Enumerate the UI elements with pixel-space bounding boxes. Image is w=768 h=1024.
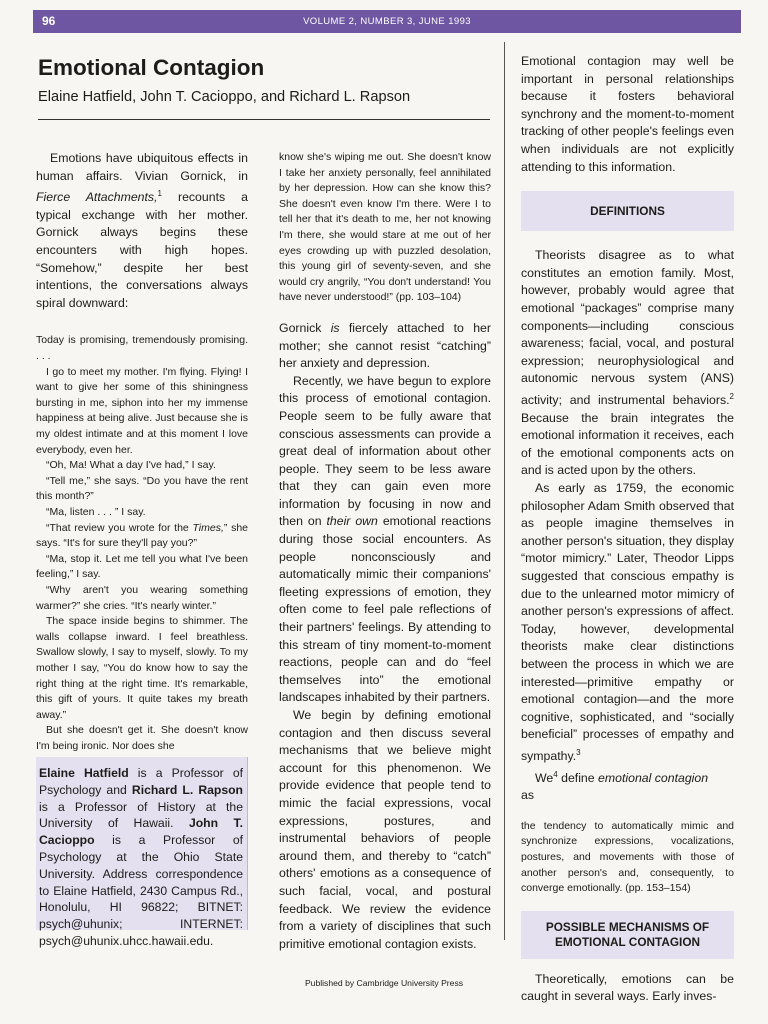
author-note-text: is a Professor of Psychology at the Ohio State University. Address correspondence to Elaine Hatfield, 2430 Campus Rd., Honolulu, HI 96822; BITNET: psych@uhunix; INTERNET: psych@uhunix.uhcc.hawaii.edu.: [39, 833, 243, 948]
body-italic: their own: [326, 514, 378, 529]
body-text: We: [535, 770, 554, 785]
footnote-marker: 4: [553, 769, 558, 779]
quote-paragraph: “Ma, listen . . . ” I say.: [46, 505, 146, 518]
footnote-marker: 3: [576, 747, 581, 757]
quote-paragraph: I go to meet my mother. I'm flying. Flying! I want to give her some of this shiningness bursting in me, siphon into her my immense happiness at being alive. Just because she is my oldest intimate and at this moment I love everybody, even her.: [36, 365, 248, 456]
block-quote-continued: [279, 150, 491, 306]
column-3: [521, 53, 734, 1006]
quote-paragraph: [36, 521, 248, 552]
publisher-footer: Published by Cambridge University Press: [304, 978, 464, 988]
author-note-text: is a Professor of History at the University of Hawaii.: [39, 799, 243, 831]
running-header: [33, 10, 741, 33]
intro-book-title: Fierce Attachments,: [36, 190, 158, 205]
body-paragraph: [279, 373, 491, 707]
body-text: as: [521, 788, 534, 803]
column-rule: [504, 42, 505, 940]
page-number: 96: [42, 14, 56, 28]
body-text: define: [557, 770, 599, 785]
author-name: John T. Cacioppo: [39, 816, 243, 848]
quote-paragraph: “Oh, Ma! What a day I've had,” I say.: [46, 459, 216, 472]
block-quote: [36, 333, 248, 754]
author-note-text: is a Professor of Psychology and: [39, 766, 243, 797]
body-paragraph: [279, 320, 491, 373]
intro-paragraph: [36, 150, 248, 312]
section-heading-line: POSSIBLE MECHANISMS OF: [545, 919, 710, 934]
body-text: fiercely attached to her mother; she cannot resist “catching” her anxiety and depression.: [279, 320, 491, 371]
article-title: Emotional Contagion: [38, 55, 265, 80]
body-paragraph: [521, 480, 734, 766]
quote-paragraph: “Why aren't you wearing something warmer?” she cries. “It's nearly winter.”: [36, 583, 248, 612]
section-heading-mechanisms: [521, 911, 734, 959]
section-heading-line: EMOTIONAL CONTAGION: [554, 934, 701, 949]
quote-paragraph: know she's wiping me out. She doesn't know I take her anxiety personally, feel annihilated by her depression. How can she know this? She doesn't even know I'm there. Were I to tell her that it's death to me, her not knowing I'm there, she would stare at me out of her eyes crowding up with puzzled desolation, this young girl of seventy-seven, and she would cry angrily, “You don't understand! You have never understood!” (pp. 103–104): [279, 151, 491, 304]
body-paragraph: We begin by defining emotional contagion and then discuss several mechanisms that we believe might account for this phenomenon. We provide evidence that people tend to mimic the facial expressions, vocal expressions, postures, and instrumental behaviors of people around them, and thereby to “catch” others' emotions as a consequence of such facial, vocal, and postural feedback. We review the evidence from a variety of disciplines that such primitive emotional contagion exists.: [279, 708, 491, 951]
footnote-marker: 1: [157, 189, 162, 199]
quote-paragraph: But she doesn't get it. She doesn't know I'm being ironic. Nor does she: [36, 724, 248, 752]
intro-text-a: Emotions have ubiquitous effects in human affairs. Vivian Gornick, in: [36, 151, 248, 183]
body-italic: is: [330, 320, 340, 335]
intro-text-b: recounts a typical exchange with her mother. Gornick always begins these encounters with high hopes. “Somehow,” despite her best intentions, the conversations always spiral downward:: [36, 190, 248, 310]
column-2: [279, 150, 491, 953]
body-text: Because the brain integrates the emotional information it receives, each of the emotional components acts on and is acted upon by the others.: [521, 410, 734, 478]
quote-text: “That review you wrote for the: [46, 521, 193, 534]
article-authors: Elaine Hatfield, John T. Cacioppo, and Richard L. Rapson: [38, 89, 411, 105]
body-text: Gornick: [279, 320, 331, 335]
quote-paragraph: “Tell me,” she says. “Do you have the rent this month?”: [36, 474, 248, 503]
author-name: Elaine Hatfield: [39, 766, 129, 780]
quote-paragraph: Today is promising, tremendously promising. . . .: [36, 334, 248, 363]
body-text: emotional reactions during those social encounters. As people nonconsciously and automatically mimic their companions' fleeting expressions of emotion, they often come to feel pale reflections of their partners' feelings. By attending to this stream of tiny moment-to-moment reactions, people can and do “feel themselves into” the emotional landscapes inhabited by their partners.: [279, 514, 491, 705]
author-note-box: [36, 757, 248, 948]
volume-line: VOLUME 2, NUMBER 3, JUNE 1993: [303, 16, 471, 27]
column-1: [36, 150, 248, 754]
author-name: Richard L. Rapson: [131, 782, 244, 797]
body-text: As early as 1759, the economic philosopher Adam Smith observed that as people imagine themselves in another person's situation, they display “motor mimicry.” Later, Theodor Lipps suggested that conscious empathy is due to the unlearned motor mimicry of another person's expressions of affect. Today, however, developmental theorists make clear distinctions between the process in which we are interested—primitive empathy or emotional contagion—and the more cognitive, sophisticated, and “socially beneficial” processes of empathy and sympathy.: [521, 480, 734, 763]
quote-paragraph: The space inside begins to shimmer. The walls collapse inward. I feel breathless. Swallow slowly, I say to myself, slowly. To my mother I say, “You do know how to say the right thing at the right time. It's remarkable, this gift of yours. It quite takes my breath away.”: [36, 615, 248, 721]
body-paragraph: Theoretically, emotions can be caught in several ways. Early inves-: [521, 971, 734, 1004]
body-paragraph: Emotional contagion may well be important in personal relationships because it fosters behavioral synchrony and the moment-to-moment tracking of other people's feelings even when individuals are not explicitly attending to this information.: [521, 54, 734, 174]
quote-italic: Times,: [192, 521, 224, 534]
quote-paragraph: “Ma, stop it. Let me tell you what I've been feeling,” I say.: [36, 552, 248, 581]
definition-quote: [521, 819, 734, 897]
body-text: Recently, we have begun to explore this process of emotional contagion. People seem to be fully aware that conscious assessments can provide a great deal of information about other people. They seem to be less aware that they can gain even more information by focusing in now and then on: [279, 373, 491, 529]
quote-paragraph: the tendency to automatically mimic and synchronize expressions, vocalizations, postures, and movements with those of another person's and, consequently, to converge emotionally. (pp. 153–154): [521, 819, 734, 895]
quote-text: ” she says. “It's for sure they'll pay you?”: [36, 521, 249, 550]
body-paragraph: [521, 247, 734, 480]
section-heading-definitions: DEFINITIONS: [521, 191, 734, 231]
body-text: Theorists disagree as to what constitutes an emotion family. Most, however, probably would agree that emotional “packages” comprise many components—including conscious awareness; facial, vocal, and postural expression; neurophysiological and autonomic nervous system (ANS) activity; and instrumental behaviors.: [521, 248, 734, 407]
defined-term: emotional contagion: [598, 770, 709, 785]
footnote-marker: 2: [729, 391, 734, 401]
title-rule: [38, 119, 490, 120]
body-paragraph: [521, 766, 734, 788]
